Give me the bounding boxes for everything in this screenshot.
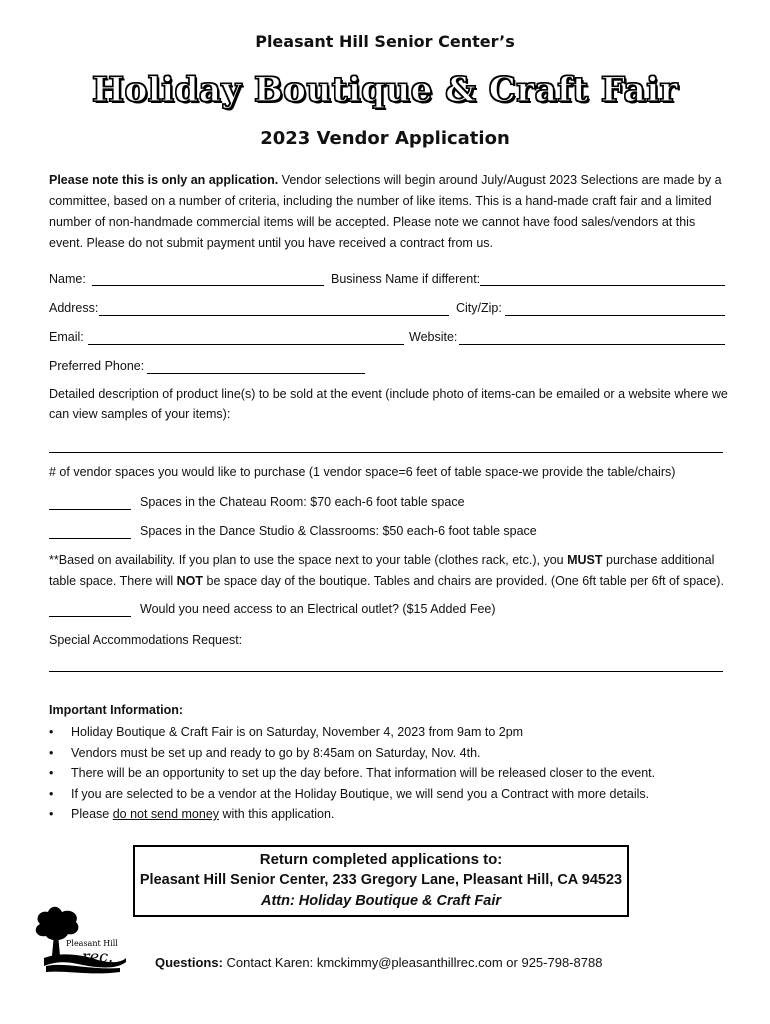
electrical-label: Would you need access to an Electrical outlet? ($15 Added Fee) bbox=[140, 602, 496, 616]
description-label: Detailed description of product line(s) to be sold at the event (include photo of items-can be emailed or a website where we can view samples of your items): bbox=[49, 387, 728, 421]
special-accommodations-label: Special Accommodations Request: bbox=[49, 633, 243, 647]
availability-text-3: be space day of the boutique. Tables and chairs are provided. (One 6ft table per 6ft of space). bbox=[203, 573, 724, 588]
list-item: • There will be an opportunity to set up the day before. That information will be released closer to the event. bbox=[49, 763, 655, 784]
pleasant-hill-rec-logo bbox=[30, 900, 130, 978]
website-label: Website: bbox=[409, 330, 458, 344]
list-item: • Holiday Boutique & Craft Fair is on Saturday, November 4, 2023 from 9am to 2pm bbox=[49, 722, 655, 743]
logo-line-1: Pleasant Hill bbox=[66, 939, 118, 948]
no-money-post: with this application. bbox=[219, 807, 335, 821]
website-field[interactable] bbox=[459, 344, 725, 345]
questions-contact bbox=[155, 955, 602, 970]
tree-icon bbox=[30, 900, 130, 978]
list-item: • If you are selected to be a vendor at the Holiday Boutique, we will send you a Contract with more details. bbox=[49, 784, 655, 805]
special-accommodations-field[interactable] bbox=[49, 671, 723, 672]
spaces-intro: # of vendor spaces you would like to purchase (1 vendor space=6 feet of table space-we provide the table/chairs) bbox=[49, 465, 676, 479]
application-note bbox=[49, 170, 729, 254]
business-name-field[interactable] bbox=[480, 285, 725, 286]
availability-text-1: **Based on availability. If you plan to use the space next to your table (clothes rack, etc.), you bbox=[49, 553, 568, 567]
email-field[interactable] bbox=[88, 344, 404, 345]
important-info-list bbox=[49, 722, 655, 825]
dance-spaces-field[interactable] bbox=[49, 538, 131, 539]
email-label: Email: bbox=[49, 330, 84, 344]
no-money-underline: do not send money bbox=[112, 807, 220, 821]
note-body: Vendor selections will begin around July/August 2023 Selections are made by a committee, based on a number of criteria, including the number of like items. This is a hand-made craft fair and a limited number of non-handmade commercial items will be accepted. Please note we cannot have food sales/vendors at this event. Please do not submit payment until you have received a contract from us. bbox=[49, 173, 722, 250]
event-title: Holiday Boutique & Craft Fair bbox=[91, 70, 679, 110]
list-item: • Vendors must be set up and ready to go by 8:45am on Saturday, Nov. 4th. bbox=[49, 743, 655, 764]
address-field[interactable] bbox=[99, 315, 449, 316]
availability-not: NOT bbox=[176, 573, 204, 588]
electrical-field[interactable] bbox=[49, 616, 131, 617]
no-money-pre: Please bbox=[71, 807, 113, 821]
availability-must: MUST bbox=[567, 553, 603, 567]
name-label: Name: bbox=[49, 272, 86, 286]
phone-label: Preferred Phone: bbox=[49, 359, 145, 373]
note-bold: Please note this is only an application. bbox=[49, 173, 279, 187]
return-heading: Return completed applications to: bbox=[259, 851, 503, 868]
return-attn: Attn: Holiday Boutique & Craft Fair bbox=[260, 893, 502, 909]
availability-text-2: purchase additional table space. There will bbox=[49, 553, 715, 588]
chateau-spaces-field[interactable] bbox=[49, 509, 131, 510]
business-name-label: Business Name if different: bbox=[331, 272, 481, 286]
org-name: Pleasant Hill Senior Center’s bbox=[255, 32, 515, 51]
list-item bbox=[49, 804, 655, 825]
questions-text: Contact Karen: kmckimmy@pleasanthillrec.com or 925-798-8788 bbox=[222, 955, 603, 970]
logo-line-2: rec. bbox=[82, 947, 114, 966]
return-address-box bbox=[133, 845, 629, 917]
chateau-spaces-label: Spaces in the Chateau Room: $70 each-6 foot table space bbox=[140, 495, 465, 509]
dance-spaces-label: Spaces in the Dance Studio & Classrooms: $50 each-6 foot table space bbox=[140, 524, 537, 538]
availability-note bbox=[49, 550, 729, 591]
city-zip-label: City/Zip: bbox=[456, 301, 502, 315]
name-field[interactable] bbox=[92, 285, 324, 286]
phone-field[interactable] bbox=[147, 373, 365, 374]
important-info-title: Important Information: bbox=[49, 703, 184, 717]
application-subtitle: 2023 Vendor Application bbox=[260, 128, 510, 149]
return-address: Pleasant Hill Senior Center, 233 Gregory Lane, Pleasant Hill, CA 94523 bbox=[139, 872, 623, 888]
address-label: Address: bbox=[49, 301, 99, 315]
description-field[interactable] bbox=[49, 452, 723, 453]
questions-label: Questions: bbox=[155, 955, 223, 970]
city-zip-field[interactable] bbox=[505, 315, 725, 316]
